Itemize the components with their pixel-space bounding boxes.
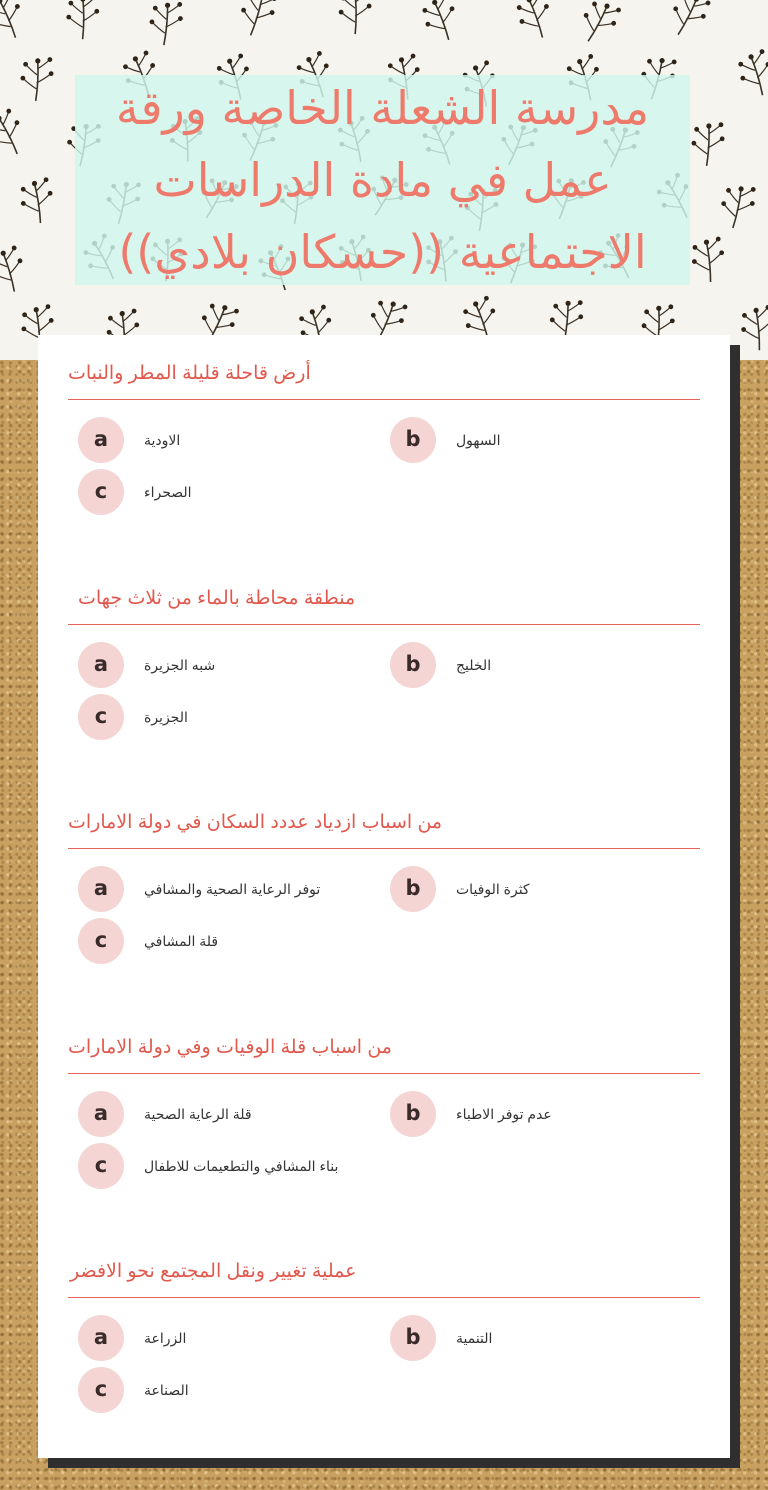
option-badge-b: b	[390, 1091, 436, 1137]
worksheet	[38, 335, 730, 1458]
floral-sprig	[418, 0, 464, 46]
option-badge-b: b	[390, 642, 436, 688]
option-badge-b: b	[390, 1315, 436, 1361]
floral-sprig	[339, 0, 372, 34]
option-label: توفر الرعاية الصحية والمشافي	[144, 881, 321, 897]
option-badge-c: c	[78, 469, 124, 515]
floral-sprig	[717, 181, 758, 231]
floral-sprig	[512, 0, 558, 43]
floral-sprig	[66, 0, 99, 39]
option-label: التنمية	[456, 1330, 493, 1346]
option-label: شبه الجزيرة	[144, 657, 216, 673]
question-text: عملية تغيير ونقل المجتمع نحو الافضر	[70, 1261, 357, 1282]
floral-sprig	[0, 0, 31, 44]
floral-sprig	[574, 0, 624, 49]
option-label: قلة المشافي	[144, 933, 219, 949]
option-badge-c: c	[78, 1143, 124, 1189]
floral-sprig	[0, 107, 32, 161]
floral-sprig	[739, 305, 768, 352]
floral-sprig	[0, 244, 30, 296]
option-badge-a: a	[78, 417, 124, 463]
question-text: من اسباب ازدياد عددد السكان في دولة الامارات	[68, 812, 443, 833]
option-badge-b: b	[390, 417, 436, 463]
floral-sprig	[148, 0, 185, 47]
floral-sprig	[663, 0, 713, 42]
question-divider	[68, 1073, 700, 1074]
option-label: الجزيرة	[144, 709, 188, 725]
option-label: الصناعة	[144, 1382, 189, 1398]
option-label: عدم توفر الاطباء	[456, 1106, 552, 1122]
question-text: أرض قاحلة قليلة المطر والنبات	[68, 363, 311, 384]
question-text: منطقة محاطة بالماء من ثلاث جهات	[78, 588, 356, 609]
option-label: السهول	[456, 432, 501, 448]
option-label: قلة الرعاية الصحية	[144, 1106, 252, 1122]
option-badge-a: a	[78, 1091, 124, 1137]
option-label: الاودية	[144, 432, 181, 448]
option-label: بناء المشافي والتطعيمات للاطفال	[144, 1158, 339, 1174]
question-divider	[68, 848, 700, 849]
page-title: مدرسة الشعلة الخاصة ورقة عمل في مادة الدراسات الاجتماعية ((حسكان بلادي))	[115, 81, 650, 279]
floral-header	[0, 0, 768, 360]
option-label: الخليج	[456, 657, 492, 673]
question-divider	[68, 1297, 700, 1298]
floral-sprig	[19, 56, 54, 102]
question-divider	[68, 399, 700, 400]
option-badge-c: c	[78, 918, 124, 964]
floral-sprig	[690, 121, 725, 167]
option-badge-a: a	[78, 866, 124, 912]
floral-sprig	[235, 0, 279, 40]
option-label: كثرة الوفيات	[456, 881, 530, 897]
floral-sprig	[18, 177, 57, 226]
floral-sprig	[734, 48, 768, 100]
floral-sprig	[690, 236, 727, 283]
option-badge-b: b	[390, 866, 436, 912]
option-badge-a: a	[78, 642, 124, 688]
option-badge-c: c	[78, 1367, 124, 1413]
question-text: من اسباب قلة الوفيات وفي دولة الامارات	[68, 1037, 392, 1058]
option-label: الصحراء	[144, 484, 192, 500]
option-label: الزراعة	[144, 1330, 187, 1346]
option-badge-c: c	[78, 694, 124, 740]
question-divider	[68, 624, 700, 625]
option-badge-a: a	[78, 1315, 124, 1361]
